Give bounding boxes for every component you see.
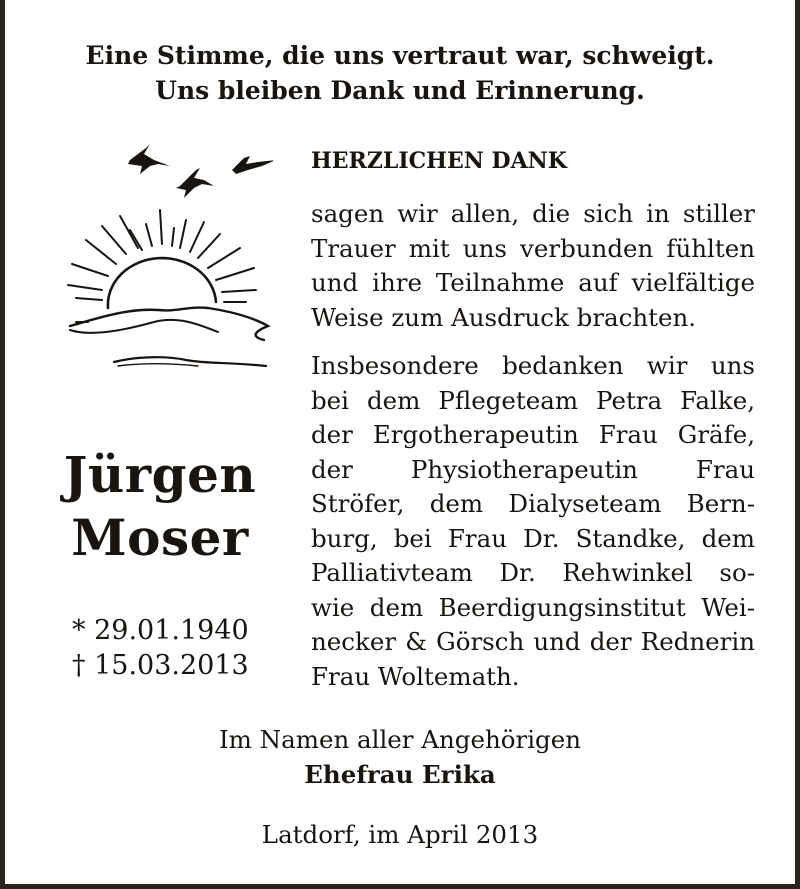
signoff-signature: Ehefrau Erika bbox=[304, 760, 496, 789]
thanks-paragraph-2 bbox=[311, 349, 755, 694]
text-line: Ströfer, dem Dialyseteam Bern- bbox=[311, 489, 755, 518]
text-line: sagen wir allen, die sich in stiller bbox=[311, 199, 755, 228]
text-line: burg, bei Frau Dr. Standke, dem bbox=[311, 523, 755, 553]
text-line: Insbesondere bedanken wir uns bbox=[311, 351, 755, 380]
sunset-birds-icon bbox=[58, 140, 273, 375]
life-dates bbox=[72, 613, 249, 683]
deceased-name bbox=[40, 443, 280, 569]
last-name: Moser bbox=[71, 508, 249, 567]
text-line: bei dem Pflegeteam Petra Falke, bbox=[311, 385, 755, 415]
signoff bbox=[0, 722, 800, 792]
text-line: wie dem Beerdigungsinstitut Wei- bbox=[311, 592, 755, 622]
text-line: der Ergotherapeutin Frau Gräfe, bbox=[311, 420, 755, 449]
text-line: Palliativteam Dr. Rehwinkel so- bbox=[311, 558, 755, 587]
signoff-line: Im Namen aller Angehörigen bbox=[218, 725, 581, 754]
first-name: Jürgen bbox=[63, 445, 257, 504]
text-line: Frau Woltemath. bbox=[311, 661, 520, 691]
motto-line-1: Eine Stimme, die uns vertraut war, schweigt. bbox=[85, 41, 715, 70]
place-date: Latdorf, im April 2013 bbox=[261, 820, 539, 849]
death-date: † 15.03.2013 bbox=[72, 650, 249, 681]
bird-icon bbox=[232, 156, 273, 174]
text-line: necker & Görsch und der Rednerin bbox=[311, 627, 755, 656]
motto bbox=[0, 38, 800, 108]
text-line: der Physiotherapeutin Frau bbox=[311, 454, 755, 484]
thanks-heading: HERZLICHEN DANK bbox=[311, 148, 567, 174]
text-line: und ihre Teilnahme auf vielfältige bbox=[311, 268, 755, 297]
birth-date: * 29.01.1940 bbox=[72, 615, 249, 646]
text-line: Trauer mit uns verbunden fühlten bbox=[311, 233, 755, 263]
text-line: Weise zum Ausdruck brachten. bbox=[311, 302, 697, 332]
thanks-paragraph-1 bbox=[311, 197, 755, 335]
bird-icon bbox=[128, 144, 170, 174]
bird-icon bbox=[176, 168, 214, 198]
motto-line-2: Uns bleiben Dank und Erinnerung. bbox=[155, 76, 645, 105]
